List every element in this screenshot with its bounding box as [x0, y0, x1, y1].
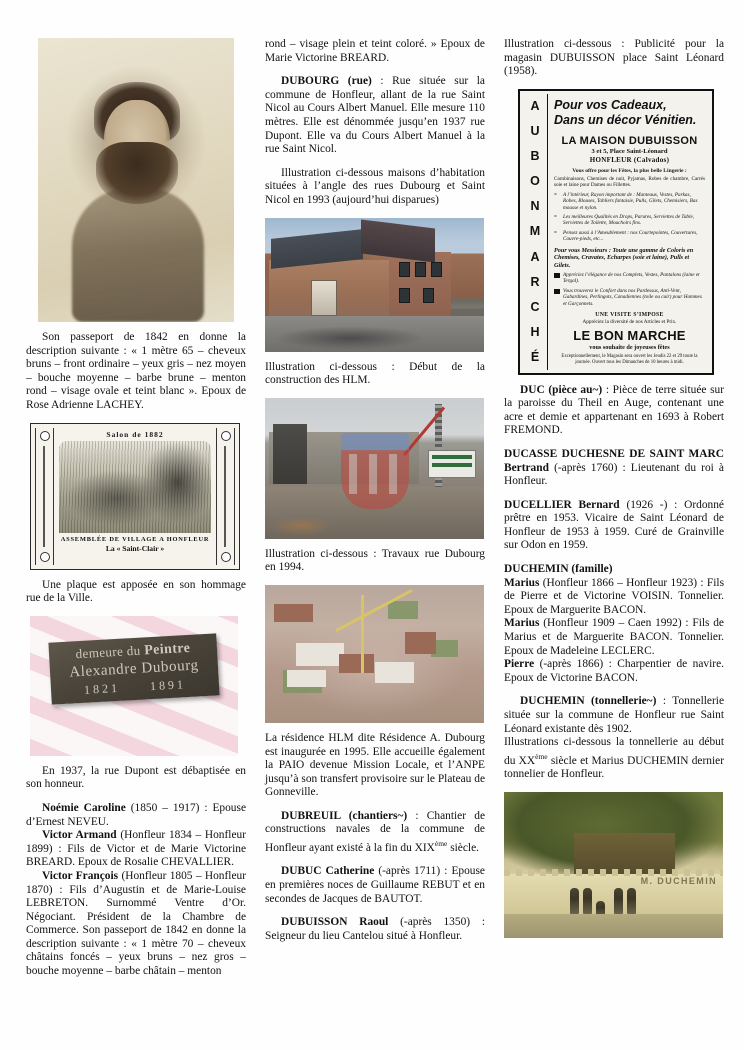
figure-aerial-photo: [265, 585, 485, 723]
equals-icon: =: [554, 230, 557, 236]
entry-body: (-après 1711) : Epouse en premières noces de Guillaume REBUT et en secondes de Jacques de BAUTOT.: [265, 865, 485, 905]
entry-duchemin-tonnellerie: [504, 695, 724, 736]
entry-headword: DUC (pièce au~): [520, 383, 603, 396]
caption-houses-text: Illustration ci-dessous maisons d’habitation situées à l’angle des rues Dubourg et Saint Nicol en 1993 (aujourd’hui disparues): [265, 166, 485, 206]
entry-dubuisson-raoul: [265, 916, 485, 943]
aerial-crane-mast: [361, 595, 364, 673]
entry-body: : Chantier de constructions navales de la commune de Honfleur ayant existé à la fin du XIX: [265, 809, 486, 854]
ad-lead-line: Vous offre pour les Fêtes, la plus belle Lingerie :: [572, 168, 687, 175]
ad-bullet-text: Vous trouverez le Confort dans nos Pardessus, Anti-Vent, Gabardines, Perlingots, Canadiennes (toile ou cuir) pour Hommes et Garçonnets.: [563, 287, 702, 307]
ad-brand-letter: É: [530, 350, 540, 365]
equals-icon: =: [554, 192, 557, 198]
ad-brand-letter: N: [530, 199, 540, 214]
square-bullet-icon: [554, 289, 560, 294]
illustration-note-superscript: ème: [535, 751, 548, 761]
figure-advertisement: [504, 89, 724, 375]
member-name: Marius: [504, 576, 540, 589]
figure-construction-site-photo: [265, 398, 485, 539]
entry-dubuc-catherine: [265, 865, 485, 906]
house-roof-right: [361, 219, 435, 262]
engraving-caption-line1: ASSEMBLÉE DE VILLAGE A HONFLEUR: [60, 535, 210, 543]
entry-body: (Honfleur 1805 – Honfleur 1870) : Fils d’Augustin et de Marie-Louise LEBRETON. Surnommé Ventre d’Or. Négociant. Président de la Chambre de Commerce. Son passeport de 1842 en donne la description suivante : « 1 mètre 70 – cheveux châtains foncés – yeux bruns – nez gros – bouche moyenne – barbe châtain – menton: [26, 869, 246, 978]
plaque-photo: [30, 616, 238, 756]
entry-body: : Rue située sur la commune de Honfleur, allant de la rue Saint Nicol au Cours Albert Manuel. Elle mesure 110 mètres. Elle est dénommée jusqu’en 1937 rue Dupont. Elle va du Cours Albert Manuel à la rue Saint Nicol.: [265, 75, 485, 156]
middle-column: [265, 38, 485, 1023]
entry-headword: DUBOURG (rue): [281, 75, 372, 88]
cooperage-person: [614, 888, 623, 914]
ad-brand-letter: A: [530, 249, 540, 264]
engraving-illustration: [59, 441, 211, 533]
entry-body: (1850 – 1917) : Epouse d’Ernest NEVEU.: [26, 801, 246, 828]
cooperage-person: [583, 888, 592, 914]
entry-headword: DUCHEMIN (tonnellerie~): [520, 695, 657, 708]
photo-aerial-view-honfleur: [265, 585, 484, 723]
entry-victor-francois: [26, 870, 246, 979]
photo-houses-angle-dubourg-saint-nicol: [265, 218, 484, 352]
entry-body: : Tonnellerie située sur la commune de Honfleur rue Saint Léonard existante dès 1902.: [504, 695, 725, 735]
plaque-note-text: Une plaque est apposée en son hommage rue de la Ville.: [26, 578, 246, 605]
ad-headline-line2: Dans un décor Vénitien.: [554, 113, 697, 128]
entry-body: (-après 1760) : Lieutenant du roi à Honfleur.: [504, 461, 724, 488]
ad-appreciate-line: Appréciez la diversité de nos Articles et Prix.: [582, 318, 677, 325]
entry-headword: DUBUISSON Raoul: [281, 916, 389, 929]
ad-headline: [554, 98, 705, 129]
ad-bon-marche-name: LE BON MARCHE: [573, 327, 686, 343]
plaque-plate: [48, 633, 219, 704]
entry-headword: Victor Armand: [42, 829, 117, 842]
entry-duc-piece-au: [504, 384, 724, 438]
site-signboard: [428, 450, 476, 478]
entry-headword: DUBUC Catherine: [281, 865, 375, 878]
illustration-note-part2: siècle et Marius DUCHEMIN dernier tonnelier de Honfleur.: [504, 754, 724, 781]
member-body: (Honfleur 1866 – Honfleur 1923) : Fils de Pierre et de Victorine VOISIN. Tonnelier. Epoux de Marguerite BACON.: [504, 576, 724, 616]
ad-bullet-item: [554, 214, 705, 227]
entry-headword: Noémie Caroline: [42, 801, 126, 814]
continuation-text: rond – visage plein et teint coloré. » Epoux de Marie Victorine BREARD.: [265, 38, 485, 64]
plaque-line1-small: demeure du: [75, 642, 141, 661]
cooperage-sign-text: M. DUCHEMIN: [640, 876, 717, 887]
entry-body: : Pièce de terre située sur la paroisse du Theil en Auge, contenant une acre et demie et appartenant en 1693 à Robert FREMOND.: [504, 383, 724, 437]
square-bullet-icon: [554, 273, 560, 278]
ad-brand-letter: A: [530, 98, 540, 113]
ad-brand-letter: O: [530, 174, 540, 189]
ad-store-name: LA MAISON DUBUISSON: [561, 135, 698, 148]
aerial-white-building: [296, 643, 344, 666]
ad-bullet-item: [554, 192, 705, 211]
cooperage-person: [570, 888, 579, 914]
three-column-layout: [26, 38, 726, 1023]
ad-fine-print: Exceptionnellement, le Magasin sera ouvert les Jeudis 22 et 29 toute la journée. Ouvert tous les Dimanches de 10 heures à midi.: [561, 353, 698, 365]
member-name: Marius: [504, 617, 540, 630]
aerial-white-building: [287, 670, 326, 687]
caption-hlm-text: Illustration ci-dessous : Début de la construction des HLM.: [265, 360, 485, 387]
engraving-title: Salon de 1882: [106, 429, 164, 439]
aerial-green-area: [388, 601, 419, 619]
plaque-line-2: Alexandre Dubourg: [68, 657, 200, 681]
portrait-photo-alexandre-dubourg: [38, 38, 234, 322]
portrait-caption-text: Son passeport de 1842 en donne la description suivante : « 1 mètre 65 – cheveux bruns – front ordinaire – yeux gris – nez moyen – bouche moyenne – barbe brune – menton rond – visage ovale et teint blanc ». Epoux de Rose Adrienne LACHEY.: [26, 331, 246, 411]
coat-of-arms-watermark: [341, 433, 409, 509]
figure-engraving: [26, 423, 246, 570]
entry-ducasse-duchesne-saint-marc: [504, 448, 724, 489]
entry-superscript: ème: [434, 839, 448, 849]
ad-brand-letter: U: [530, 123, 540, 138]
plaque-line1-big: Peintre: [143, 640, 191, 659]
ad-vertical-brand-strip: [523, 94, 548, 370]
figure-corner-houses-photo: [265, 218, 485, 352]
photo-tonnellerie-duchemin: [504, 792, 723, 938]
ad-bullet-item: [554, 230, 705, 243]
entry-body: (Honfleur 1834 – Honfleur 1899) : Fils de Victor et de Marie Victorine BREARD. Epoux de Rosalie CHEVALLIER.: [26, 829, 246, 869]
member-name: Pierre: [504, 658, 535, 671]
illustration-note-part1: Illustrations ci-dessous la tonnellerie au début du XX: [504, 736, 724, 767]
cooperage-ground: [504, 914, 723, 937]
engraving-right-rail: [216, 428, 235, 565]
caption-travaux-text: Illustration ci-dessous : Travaux rue Dubourg en 1994.: [265, 547, 485, 574]
figure-cooperage-photo: [504, 792, 724, 938]
entry-headword: Victor François: [42, 869, 119, 882]
entry-victor-armand: [26, 829, 246, 870]
site-rubble: [271, 517, 331, 535]
advertisement-dubuisson-bon-marche: [518, 89, 714, 375]
ad-bullet-text: A l’intérieur, Rayon important de : Manteaux, Vestes, Parkas, Robes, Blouses, Tabliers fantaisie, Pulls, Gilets, Chemisiers, Bas mousse et nylon.: [563, 191, 698, 211]
ad-store-city: HONFLEUR (Calvados): [589, 156, 670, 165]
entry-dubourg-rue: [265, 75, 485, 157]
entry-body: (1926 -) : Ordonné prêtre en 1953. Vicaire de Saint Léonard de Honfleur de 1953 à 1959. Curé de Grainville sur Odon en 1959.: [504, 498, 724, 552]
aerial-roof: [405, 632, 436, 654]
member-body: (-après 1866) : Charpentier de navire. Epoux de Victorine BACON.: [504, 658, 724, 684]
aerial-roof: [274, 604, 313, 622]
entry-headword: DUCASSE DUCHESNE DE SAINT MARC Bertrand: [504, 447, 724, 474]
ad-brand-letter: M: [529, 224, 541, 239]
entry-body: (-après 1350) : Seigneur du lieu Cantelou situé à Honfleur.: [265, 916, 485, 942]
house-window: [423, 288, 434, 303]
engraving-left-rail: [35, 428, 54, 565]
entry-body-cont: siècle.: [447, 841, 479, 854]
ad-bullet-text: Appréciez l’élégance de nos Complets, Vestes, Pantalons (laine et Tergal).: [563, 271, 700, 285]
site-dark-building: [273, 424, 307, 484]
plaque-year-end: 1891: [149, 676, 187, 693]
house-door: [311, 280, 337, 316]
ad-bullet-item: [554, 272, 705, 285]
right-column: [504, 38, 724, 1023]
ad-content: [548, 94, 709, 370]
aerial-white-building: [375, 662, 414, 683]
ad-bullet-item: [554, 288, 705, 307]
cooperage-person: [627, 888, 636, 914]
ad-messieurs-section: Pour vous Messieurs : Toute une gamme de Coloris en Chemises, Cravates, Echarpes (soie et laine), Pulls et Gilets.: [554, 246, 694, 269]
ad-brand-letter: R: [530, 274, 540, 289]
ad-lingerie-list: Combinaisons, Chemises de nuit, Pyjamas, Robes de chambre, Carrés soie et laine pour Dames ou Fillettes.: [554, 176, 705, 189]
ad-visit-line: UNE VISITE S’IMPOSE: [595, 311, 664, 318]
entry-dubreuil: [265, 810, 485, 856]
house-window: [399, 262, 410, 277]
ad-store-address: 3 et 5, Place Saint-Léonard: [591, 148, 668, 156]
house-window: [415, 262, 426, 277]
ad-brand-letter: C: [530, 299, 540, 314]
ad-bullet-text: Pensez aussi à l’Ameublement : nos Courtepointes, Couvertures, Couvre-pieds, etc...: [563, 229, 698, 243]
ad-wishes-line: vous souhaite de joyeuses fêtes: [589, 343, 670, 351]
ad-headline-line1: Pour vos Cadeaux,: [554, 97, 667, 112]
portrait-grain-overlay: [38, 38, 234, 322]
entry-duchemin-marius-1909: [504, 617, 724, 658]
engraving-card: [30, 423, 240, 570]
ad-brand-letter: H: [530, 324, 540, 339]
plaque-caption-text: En 1937, la rue Dupont est débaptisée en son honneur.: [26, 764, 246, 791]
entry-duchemin-famille-head: [504, 563, 724, 577]
residence-hlm-text: La résidence HLM dite Résidence A. Dubourg est inaugurée en 1995. Elle accueille également la PAIO devenue Mission Locale, et l’ANPE jusqu’à son transfert provisoire sur le Plateau de Gonneville.: [265, 731, 485, 799]
plaque-year-start: 1821: [83, 680, 121, 697]
entry-duchemin-marius-1866: [504, 577, 724, 618]
duchemin-illustration-note: [504, 736, 724, 782]
member-body: (Honfleur 1909 – Caen 1992) : Fils de Marius et de Marguerite BACON. Tonnelier. Epoux de Madeleine LECLERC.: [504, 617, 724, 657]
ad-brand-letter: B: [530, 149, 540, 164]
entry-duchemin-pierre: [504, 658, 724, 685]
aerial-roof: [339, 654, 374, 673]
figure-portrait-photo: [26, 38, 246, 322]
photo-hlm-construction-start: [265, 398, 484, 539]
figure-plaque-photo: [26, 616, 246, 756]
entry-ducellier-bernard: [504, 499, 724, 553]
street-shadow: [275, 326, 425, 350]
ad-caption-text: Illustration ci-dessous : Publicité pour la magasin DUBUISSON place Saint Léonard (1958).: [504, 38, 724, 78]
house-window: [399, 288, 410, 303]
entry-headword: DUCELLIER Bernard: [504, 498, 620, 511]
engraving-caption-line2: La « Saint-Clair »: [105, 543, 165, 553]
entry-noemie-caroline: [26, 802, 246, 829]
entry-headword: DUBREUIL (chantiers~): [281, 809, 408, 822]
house-window: [431, 262, 442, 277]
left-column: [26, 38, 246, 1023]
entry-headword: DUCHEMIN (famille): [504, 563, 613, 576]
ad-bullet-text: Les meilleures Qualités en Drops, Parures, Serviettes de Table, Serviettes de Toilette, Mouchoirs fins.: [563, 214, 695, 227]
equals-icon: =: [554, 215, 557, 221]
